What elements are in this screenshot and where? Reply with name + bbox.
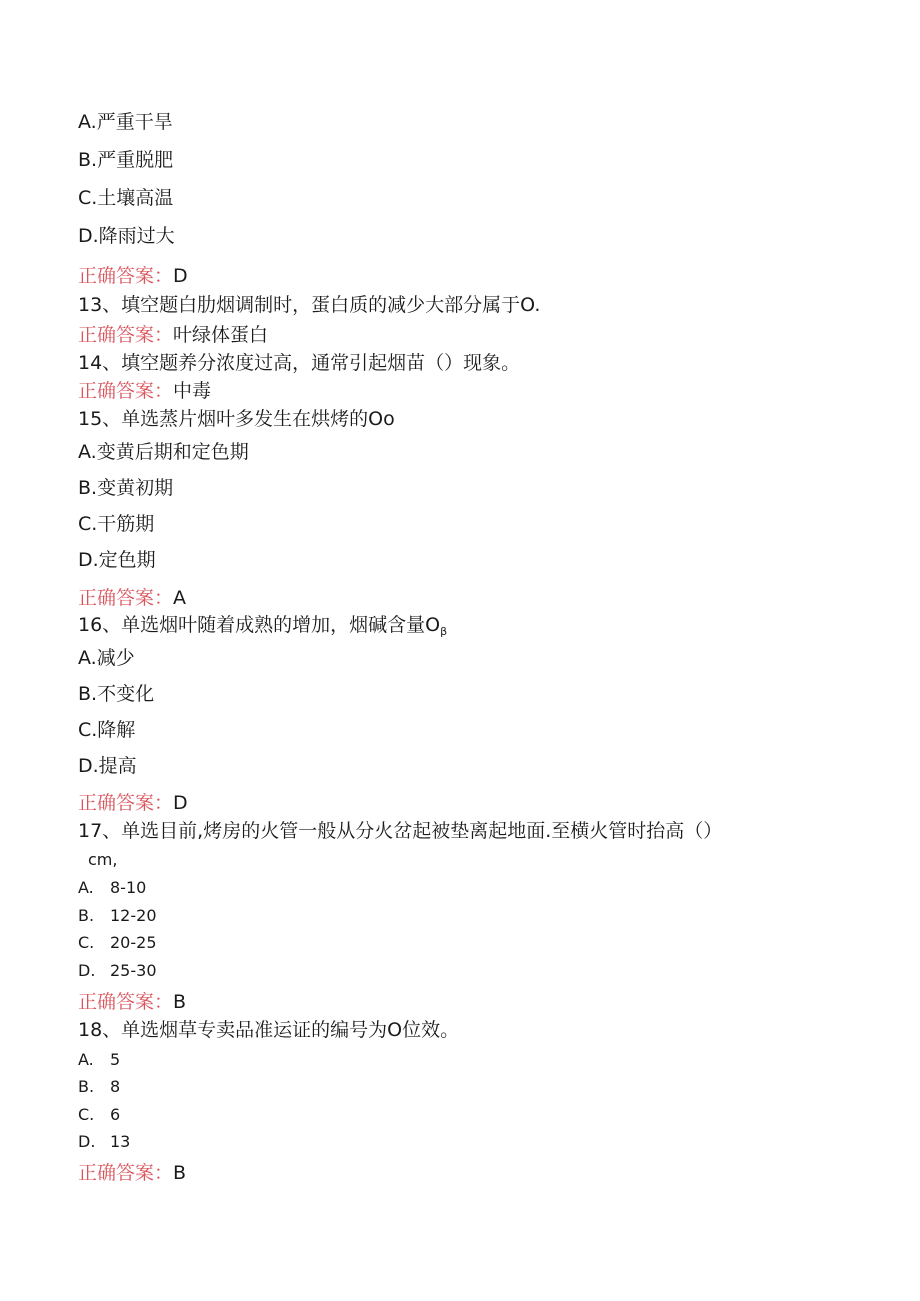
answer-value: 叶绿体蛋白 — [173, 324, 269, 346]
q17-text: 17、单选目前,烤房的火管一般从分火岔起被垫离起地面.至横火管时抬高（） — [78, 820, 723, 842]
q15-option-a: A.变黄后期和定色期 — [78, 441, 249, 463]
q16-option-d: D.提高 — [78, 755, 137, 777]
answer-value: B — [173, 991, 187, 1013]
option-value: 20-25 — [110, 933, 157, 952]
q16-answer — [78, 791, 188, 815]
answer-label: 正确答案： — [78, 991, 174, 1013]
answer-label: 正确答案： — [78, 587, 174, 609]
q15-answer — [78, 586, 186, 610]
answer-label: 正确答案： — [78, 792, 174, 814]
option-letter: A. — [78, 878, 94, 897]
option-value: 25-30 — [110, 961, 157, 980]
answer-label: 正确答案： — [78, 380, 174, 402]
answer-value: 中毒 — [173, 380, 212, 402]
q17-answer — [78, 990, 186, 1014]
option-value: 13 — [110, 1132, 131, 1151]
q16-option-a: A.减少 — [78, 647, 135, 669]
q18-option-a — [78, 1048, 120, 1072]
q16-text — [78, 613, 447, 644]
q16-option-c: C.降解 — [78, 719, 136, 741]
option-letter: A. — [78, 1050, 94, 1069]
q16-text-sub: β — [440, 625, 448, 638]
option-value: 8 — [110, 1077, 121, 1096]
answer-label: 正确答案： — [78, 1162, 174, 1184]
q16-text-main: 16、单选烟叶随着成熟的增加，烟碱含量O — [78, 614, 441, 636]
q12-option-d: D.降雨过大 — [78, 225, 175, 247]
q17-option-a — [78, 876, 146, 900]
q14-answer — [78, 379, 211, 403]
q15-option-d: D.定色期 — [78, 549, 156, 571]
q12-answer — [78, 264, 188, 288]
q12-option-c: C.土壤高温 — [78, 187, 174, 209]
q18-option-d — [78, 1130, 130, 1154]
q17-text-continued: cm, — [88, 850, 118, 869]
answer-label: 正确答案： — [78, 265, 174, 287]
q15-option-b: B.变黄初期 — [78, 477, 174, 499]
answer-value: D — [173, 265, 188, 287]
option-letter: C. — [78, 933, 95, 952]
q18-text: 18、单选烟草专卖品准运证的编号为O位效。 — [78, 1019, 460, 1041]
q17-option-c — [78, 931, 157, 955]
q17-option-b — [78, 904, 157, 928]
q13-answer — [78, 323, 268, 347]
option-letter: D. — [78, 1132, 96, 1151]
q12-option-a: A.严重干旱 — [78, 111, 173, 133]
answer-value: D — [173, 792, 188, 814]
q15-option-c: C.干筋期 — [78, 513, 155, 535]
option-letter: B. — [78, 1077, 95, 1096]
q12-option-b: B.严重脱肥 — [78, 149, 174, 171]
option-value: 8-10 — [110, 878, 147, 897]
option-letter: C. — [78, 1105, 95, 1124]
option-letter: B. — [78, 906, 95, 925]
q17-option-d — [78, 959, 157, 983]
option-value: 6 — [110, 1105, 121, 1124]
option-value: 5 — [110, 1050, 121, 1069]
answer-value: A — [173, 587, 187, 609]
option-value: 12-20 — [110, 906, 157, 925]
answer-label: 正确答案： — [78, 324, 174, 346]
q13-text: 13、填空题白肋烟调制时，蛋白质的减少大部分属于O. — [78, 294, 541, 316]
q18-option-b — [78, 1075, 120, 1099]
q15-text: 15、单选蒸片烟叶多发生在烘烤的Oo — [78, 408, 395, 430]
option-letter: D. — [78, 961, 96, 980]
q14-text: 14、填空题养分浓度过高，通常引起烟苗（）现象。 — [78, 352, 521, 374]
q16-option-b: B.不变化 — [78, 683, 155, 705]
answer-value: B — [173, 1162, 187, 1184]
q18-option-c — [78, 1103, 120, 1127]
q18-answer — [78, 1161, 186, 1185]
